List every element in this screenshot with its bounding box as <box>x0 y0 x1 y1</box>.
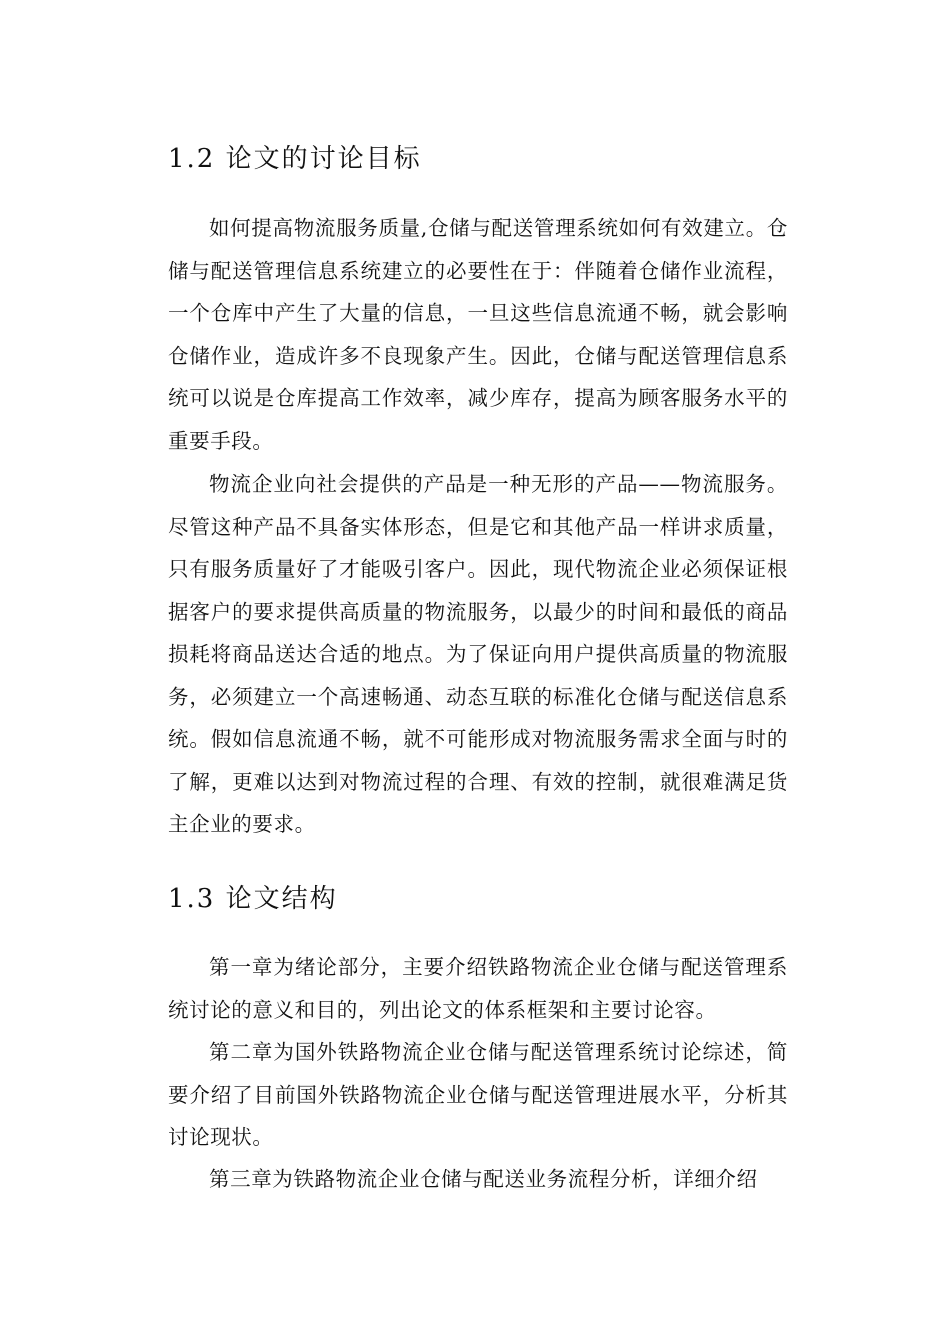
paragraph-research-goal-1: 如何提高物流服务质量,仓储与配送管理系统如何有效建立。仓储与配送管理信息系统建立的必要性在于：伴随着仓储作业流程，一个仓库中产生了大量的信息，一旦这些信息流通不畅，就会影响仓储作业，造成许多不良现象产生。因此，仓储与配送管理信息系统可以说是仓库提高工作效率，减少库存，提高为顾客服务水平的重要手段。 <box>168 216 788 453</box>
paragraph-research-goal-2: 物流企业向社会提供的产品是一种无形的产品——物流服务。尽管这种产品不具备实体形态，但是它和其他产品一样讲求质量，只有服务质量好了才能吸引客户。因此，现代物流企业必须保证根据客户的要求提供高质量的物流服务，以最少的时间和最低的商品损耗将商品送达合适的地点。为了保证向用户提供高质量的物流服务，必须建立一个高速畅通、动态互联的标准化仓储与配送信息系统。假如信息流通不畅，就不可能形成对物流服务需求全面与时的了解，更难以达到对物流过程的合理、有效的控制，就很难满足货主企业的要求。 <box>168 472 788 836</box>
paragraph-chapter-3: 第三章为铁路物流企业仓储与配送业务流程分析，详细介绍 <box>209 1167 758 1191</box>
section-heading-1-2: 1.2 论文的讨论目标 <box>168 144 422 174</box>
paragraph-chapter-2: 第二章为国外铁路物流企业仓储与配送管理系统讨论综述，简要介绍了目前国外铁路物流企业仓储与配送管理进展水平，分析其讨论现状。 <box>168 1040 788 1149</box>
section-heading-1-3: 1.3 论文结构 <box>168 884 338 914</box>
paragraph-chapter-1: 第一章为绪论部分，主要介绍铁路物流企业仓储与配送管理系统讨论的意义和目的，列出论文的体系框架和主要讨论容。 <box>168 955 788 1022</box>
